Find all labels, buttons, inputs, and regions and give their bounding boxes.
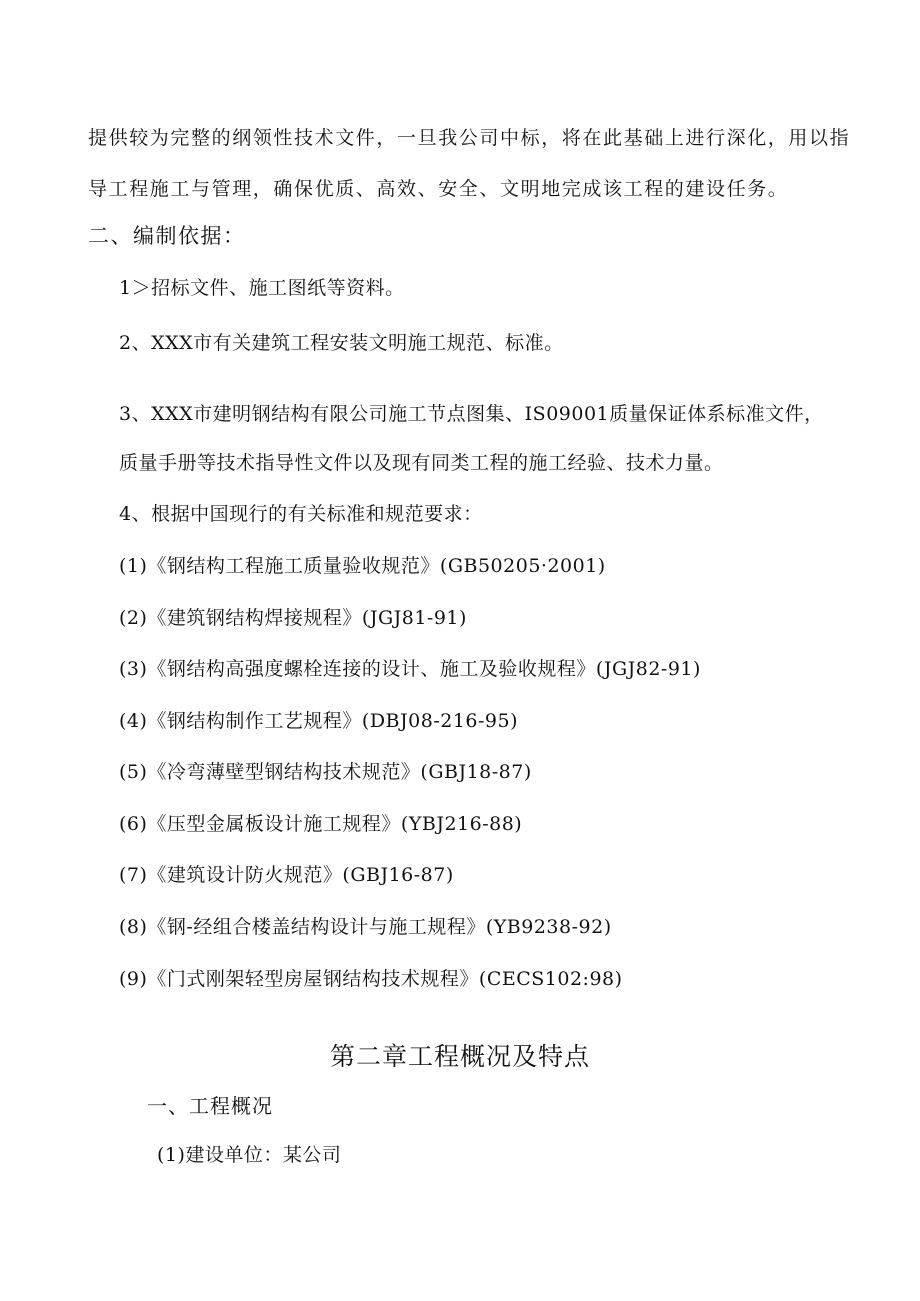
- standard-item-8: (8)《钢-经组合楼盖结构设计与施工规程》(YB9238-92): [119, 916, 612, 938]
- basis-item-3: 3、XXX市建明钢结构有限公司施工节点图集、IS09001质量保证体系标准文件，: [119, 403, 824, 425]
- standard-item-2: (2)《建筑钢结构焊接规程》(JGJ81-91): [119, 607, 467, 629]
- standard-item-4: (4)《钢结构制作工艺规程》(DBJ08-216-95): [119, 710, 519, 732]
- intro-line-1: 提供较为完整的纲领性技术文件，一旦我公司中标，将在此基础上进行深化，用以指: [88, 127, 851, 149]
- standard-item-3: (3)《钢结构高强度螺栓连接的设计、施工及验收规程》(JGJ82-91): [119, 658, 701, 680]
- standard-item-1: (1)《钢结构工程施工质量验收规范》(GB50205·2001): [119, 555, 606, 577]
- basis-item-4: 4、根据中国现行的有关标准和规范要求：: [119, 503, 483, 525]
- standard-item-9: (9)《门式刚架轻型房屋钢结构技术规程》(CECS102:98): [119, 968, 623, 990]
- section-heading-basis: 二、编制依据：: [88, 224, 246, 248]
- basis-item-1: 1＞招标文件、施工图纸等资料。: [119, 277, 405, 299]
- section-heading-overview: 一、工程概况: [147, 1094, 273, 1118]
- standard-item-6: (6)《压型金属板设计施工规程》(YBJ216-88): [119, 813, 523, 835]
- standard-item-7: (7)《建筑设计防火规范》(GBJ16-87): [119, 864, 454, 886]
- basis-item-3-continued: 质量手册等技术指导性文件以及现有同类工程的施工经验、技术力量。: [119, 452, 724, 474]
- chapter-title: 第二章工程概况及特点: [329, 1042, 590, 1071]
- intro-line-2: 导工程施工与管理，确保优质、高效、安全、文明地完成该工程的建设任务。: [88, 178, 789, 200]
- standard-item-5: (5)《冷弯薄壁型钢结构技术规范》(GBJ18-87): [119, 761, 532, 783]
- basis-item-2: 2、XXX市有关建筑工程安装文明施工规范、标准。: [119, 332, 564, 354]
- overview-item-1: (1)建设单位：某公司: [157, 1144, 342, 1166]
